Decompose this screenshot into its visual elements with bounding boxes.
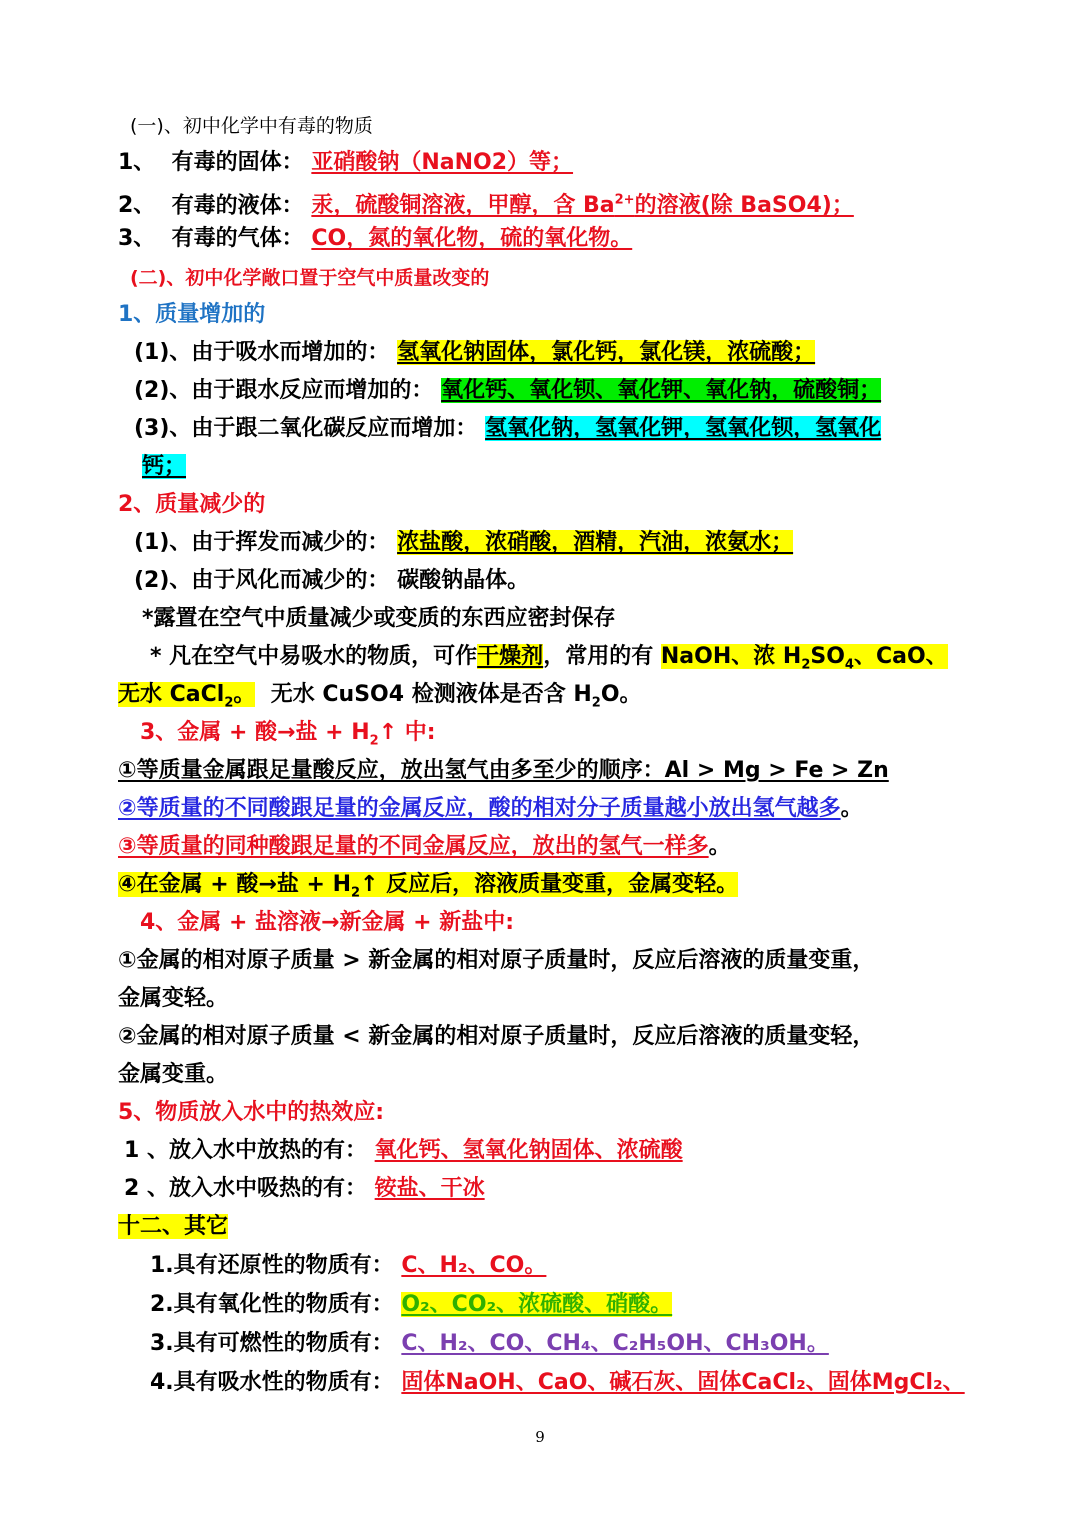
text-part: ④在金属 + 酸→盐 + H bbox=[118, 872, 351, 897]
subscript: 4 bbox=[844, 657, 854, 673]
section4-title: 4、金属 + 盐溶液→新金属 + 新盐中: bbox=[140, 910, 515, 935]
item-value: 亚硝酸钠（NaNO2）等； bbox=[311, 150, 574, 175]
superscript: 2+ bbox=[614, 193, 635, 208]
subscript: 2 bbox=[591, 695, 601, 711]
subscript: 2 bbox=[369, 733, 379, 749]
formula-part: 、CaO、 bbox=[853, 644, 948, 669]
note-text: 无水 CuSO4 检测液体是否含 H bbox=[270, 682, 592, 707]
seal-storage-note: *露置在空气中质量减少或变质的东西应密封保存 bbox=[142, 606, 616, 631]
item-value: 碳酸钠晶体。 bbox=[397, 568, 530, 593]
note-text: * 凡在空气中易吸水的物质，可作 bbox=[150, 644, 478, 669]
subscript: 2 bbox=[801, 657, 811, 673]
section1-title: (一)、初中化学中有毒的物质 bbox=[130, 115, 373, 137]
title-text: 十二、其它 bbox=[118, 1214, 229, 1239]
subscript: 2 bbox=[350, 885, 361, 901]
item-number: 1、 bbox=[118, 150, 156, 175]
section5-title: 5、物质放入水中的热效应: bbox=[118, 1100, 385, 1125]
item-label: 2 、放入水中吸热的有： bbox=[124, 1176, 367, 1201]
item-label: 1.具有还原性的物质有： bbox=[150, 1253, 394, 1278]
toxic-liquid-line bbox=[118, 183, 930, 224]
item-value bbox=[311, 193, 853, 218]
item-end: 。 bbox=[840, 796, 863, 821]
item-value: 氢氧化钠，氢氧化钾，氢氧化钡，氢氧化 bbox=[485, 416, 882, 441]
item-value: 氧化钙、氧化钡、氧化钾、氧化钠，硫酸铜； bbox=[441, 378, 882, 403]
increase-item-2 bbox=[134, 373, 930, 409]
oxidizing-line bbox=[150, 1287, 930, 1323]
toxic-gas-line bbox=[118, 221, 930, 257]
item-value: C、H₂、CO、CH₄、C₂H₅OH、CH₃OH。 bbox=[401, 1331, 829, 1356]
item-value: 浓盐酸，浓硝酸，酒精，汽油，浓氨水； bbox=[397, 530, 794, 555]
item-label: 4.具有吸水性的物质有： bbox=[150, 1370, 394, 1395]
title-part: 3、金属 + 酸→盐 + H bbox=[140, 720, 370, 745]
formula-part: NaOH、浓 H bbox=[660, 644, 802, 669]
item-label: (3)、由于跟二氧化碳反应而增加： bbox=[134, 416, 478, 441]
item-value: C、H₂、CO。 bbox=[401, 1253, 547, 1278]
item-value: CO，氮的氧化物，硫的氧化物。 bbox=[311, 226, 633, 251]
metal-salt-item-2-cont: 金属变重。 bbox=[118, 1062, 229, 1087]
item-value: 氧化钙、氢氧化钠固体、浓硫酸 bbox=[374, 1138, 683, 1163]
increase-item-1 bbox=[134, 335, 930, 371]
formula-part: 。 bbox=[233, 682, 256, 707]
formula-part: SO bbox=[810, 644, 845, 669]
item-end: 。 bbox=[708, 834, 731, 859]
item-label: 有毒的液体： bbox=[171, 193, 304, 219]
metal-acid-item-3 bbox=[118, 829, 930, 865]
heat-absorb-line bbox=[124, 1171, 930, 1207]
item-value-continued: 钙； bbox=[142, 454, 187, 479]
metal-salt-item-1: ①金属的相对原子质量 > 新金属的相对原子质量时，反应后溶液的质量变重， bbox=[118, 948, 875, 973]
item-text bbox=[118, 872, 739, 901]
desiccant-list-cont bbox=[118, 682, 256, 711]
mass-increase-title: 1、质量增加的 bbox=[118, 302, 266, 327]
item-value: O₂、CO₂、浓硫酸、硝酸。 bbox=[401, 1292, 673, 1317]
desiccant-term: 干燥剂 bbox=[477, 644, 544, 669]
decrease-item-1 bbox=[134, 525, 930, 561]
title-part: ↑ 中: bbox=[378, 720, 436, 745]
item-text: ②等质量的不同酸跟足量的金属反应，酸的相对分子质量越小放出氢气越多 bbox=[118, 796, 841, 821]
item-label: 2.具有氧化性的物质有： bbox=[150, 1292, 394, 1317]
value-part: 的溶液(除 BaSO4)； bbox=[634, 193, 854, 219]
metal-salt-item-2: ②金属的相对原子质量 < 新金属的相对原子质量时，反应后溶液的质量变轻， bbox=[118, 1024, 875, 1049]
item-value: 氢氧化钠固体，氯化钙，氯化镁，浓硫酸； bbox=[397, 340, 816, 365]
page-number: 9 bbox=[535, 1428, 545, 1446]
reducing-line bbox=[150, 1248, 930, 1284]
text-part: ↑ 反应后，溶液质量变重，金属变轻。 bbox=[360, 872, 739, 897]
item-label: (1)、由于挥发而减少的： bbox=[134, 530, 390, 555]
increase-item-3 bbox=[134, 411, 930, 447]
item-label: 有毒的固体： bbox=[171, 150, 304, 175]
metal-acid-item-1: ①等质量金属跟足量酸反应，放出氢气由多至少的顺序：Al > Mg > Fe > Zn bbox=[118, 758, 889, 783]
formula-part: 无水 CaCl bbox=[118, 682, 225, 707]
mass-decrease-title: 2、质量减少的 bbox=[118, 492, 266, 517]
item-value: 固体NaOH、CaO、碱石灰、固体CaCl₂、固体MgCl₂、 bbox=[401, 1370, 965, 1395]
flammable-line bbox=[150, 1326, 930, 1362]
increase-item-3-cont bbox=[142, 449, 930, 485]
item-label: (2)、由于风化而减少的： bbox=[134, 568, 390, 593]
value-part: 汞，硫酸铜溶液，甲醇，含 Ba bbox=[311, 193, 615, 219]
section12-title bbox=[118, 1209, 930, 1245]
metal-acid-item-2 bbox=[118, 791, 930, 827]
item-label: 1 、放入水中放热的有： bbox=[124, 1138, 367, 1163]
hygroscopic-line bbox=[150, 1365, 965, 1401]
metal-salt-item-1-cont: 金属变轻。 bbox=[118, 986, 229, 1011]
decrease-item-2 bbox=[134, 563, 930, 599]
item-label: 3.具有可燃性的物质有： bbox=[150, 1331, 394, 1356]
note-text: O。 bbox=[600, 682, 642, 707]
section2-title: (二)、初中化学敞口置于空气中质量改变的 bbox=[130, 267, 490, 289]
item-number: 3、 bbox=[118, 226, 156, 251]
item-label: 有毒的气体： bbox=[171, 226, 304, 251]
note-text: ，常用的有 bbox=[543, 644, 654, 669]
toxic-solid-line bbox=[118, 145, 930, 181]
subscript: 2 bbox=[224, 695, 234, 711]
desiccant-list bbox=[660, 644, 948, 673]
item-value: 铵盐、干冰 bbox=[374, 1176, 485, 1201]
item-text: ③等质量的同种酸跟足量的不同金属反应，放出的氢气一样多 bbox=[118, 834, 709, 859]
item-number: 2、 bbox=[118, 193, 156, 219]
item-label: (1)、由于吸水而增加的： bbox=[134, 340, 390, 365]
item-label: (2)、由于跟水反应而增加的： bbox=[134, 378, 434, 403]
heat-release-line bbox=[124, 1133, 930, 1169]
